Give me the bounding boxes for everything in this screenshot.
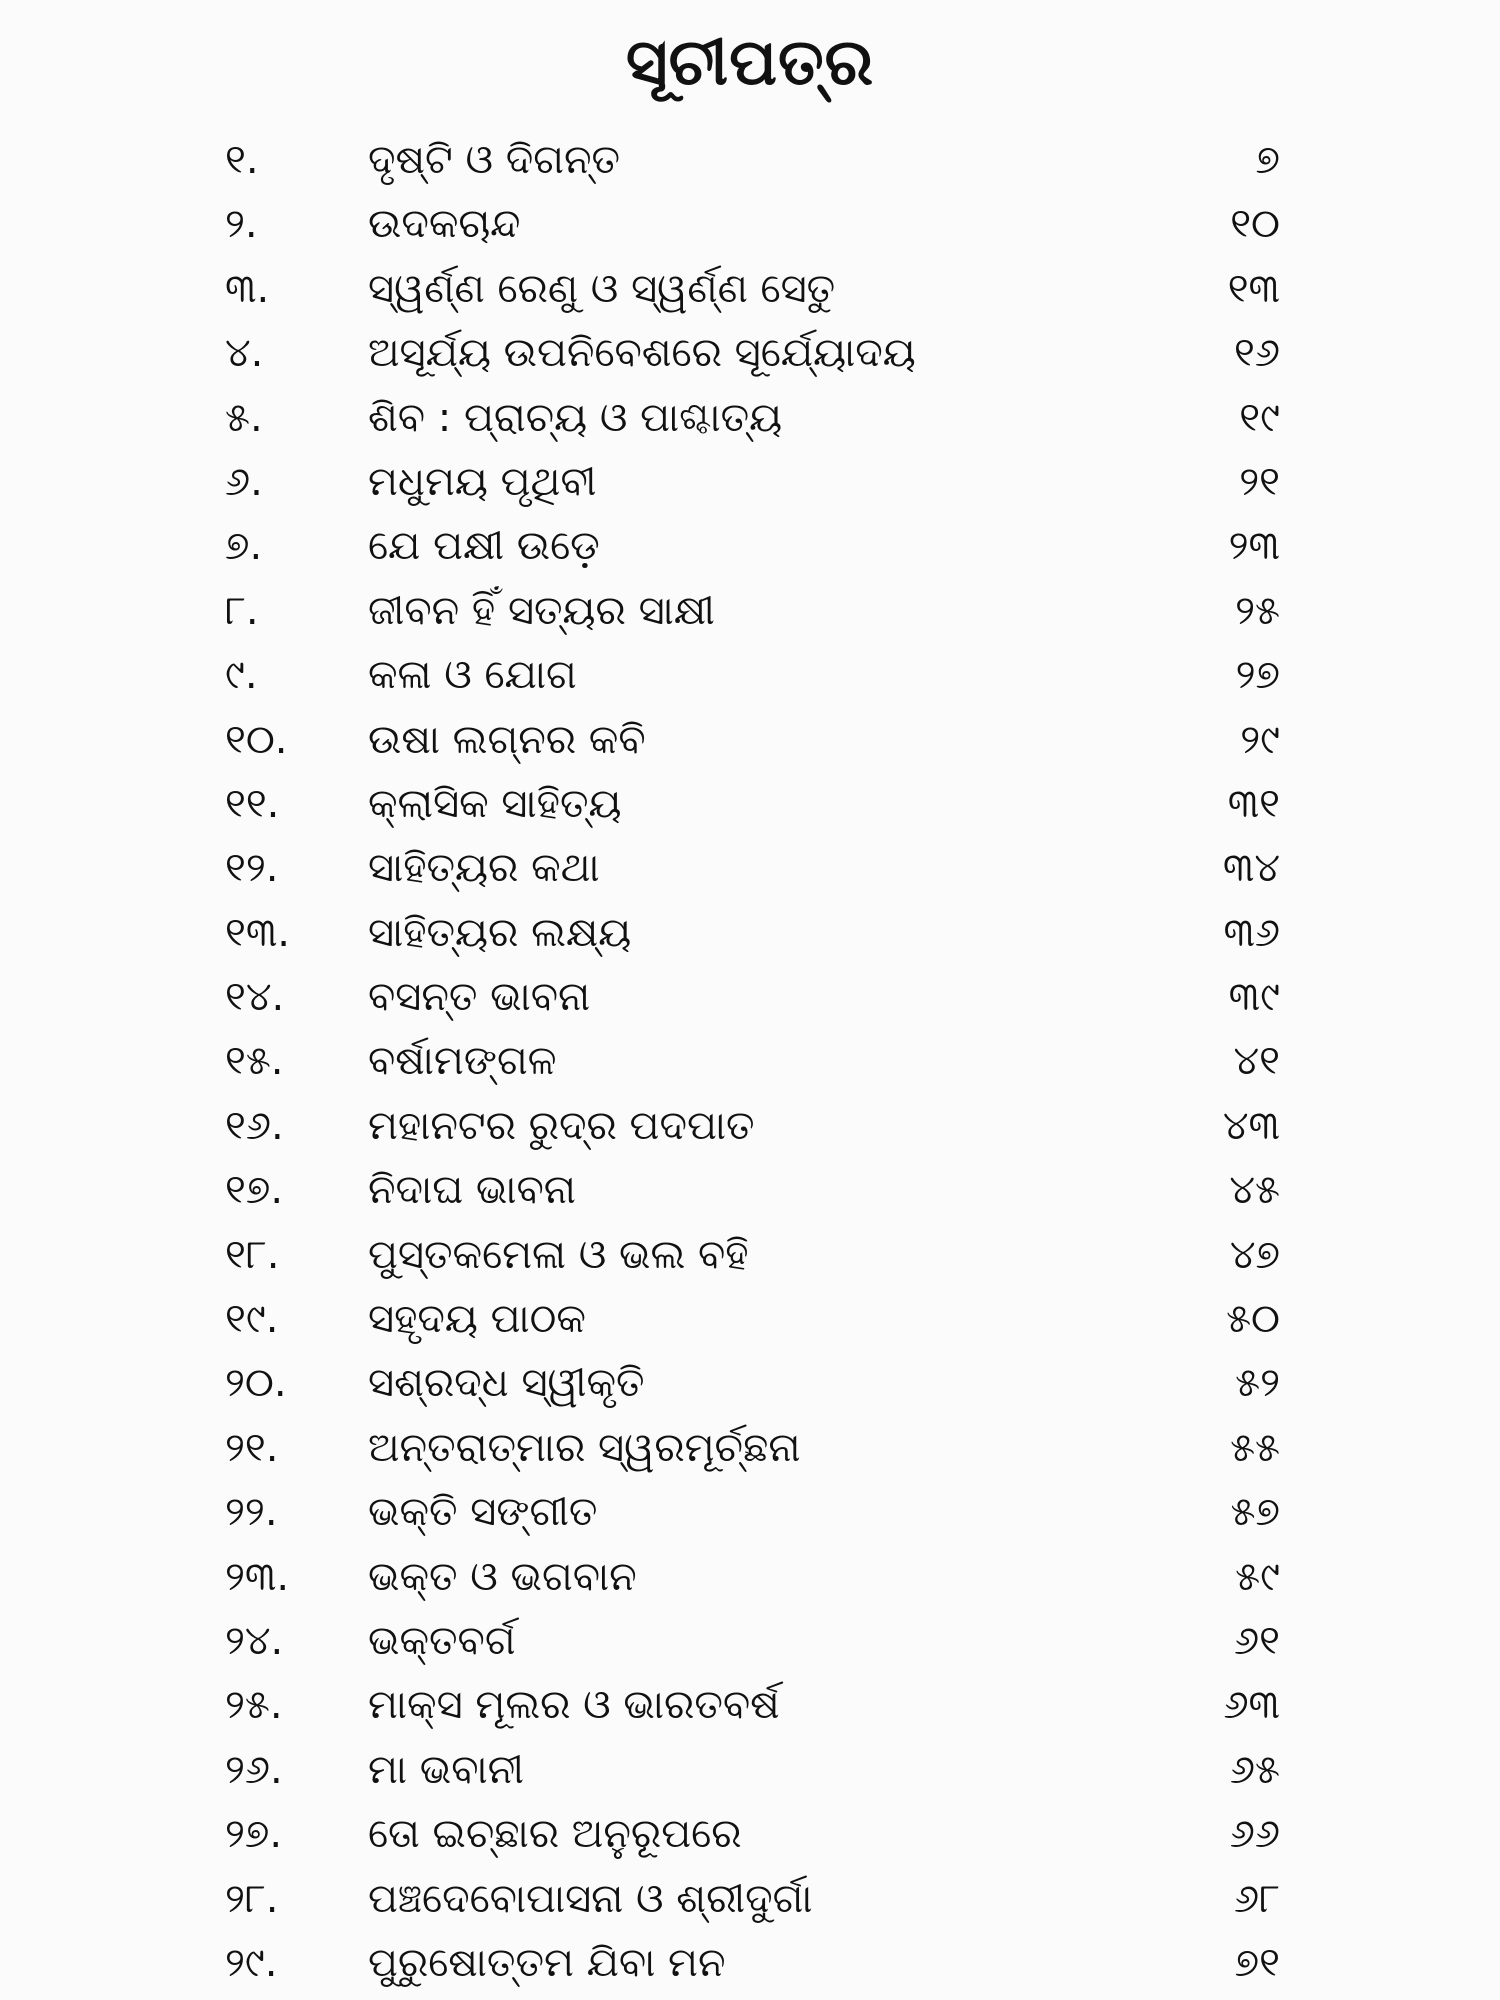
toc-entry-title: ସାହିତ୍ୟର ଲକ୍ଷ୍ୟ xyxy=(368,909,632,956)
page-title: ସୂଚୀପତ୍ର xyxy=(625,26,875,100)
toc-entry-number: ୧୯. xyxy=(225,1296,279,1343)
toc-entry-number: ୨୬. xyxy=(225,1746,283,1793)
toc-entry xyxy=(0,1609,1500,1673)
toc-entry xyxy=(0,708,1500,772)
toc-entry-title: ପଞ୍ଚଦେବୋପାସନା ଓ ଶ୍ରୀଦୁର୍ଗା xyxy=(368,1875,813,1922)
toc-entry xyxy=(0,1802,1500,1866)
toc-entry-page: ୬୧ xyxy=(1234,1617,1280,1664)
toc-entry-page: ୫୭ xyxy=(1230,1489,1280,1536)
toc-entry xyxy=(0,1223,1500,1287)
toc-entry-title: ଉଷା ଲଗ୍ନର କବି xyxy=(368,716,646,763)
toc-entry xyxy=(0,450,1500,514)
toc-entry-page: ୧୩ xyxy=(1227,265,1280,312)
toc-entry xyxy=(0,1029,1500,1093)
toc-entry xyxy=(0,514,1500,578)
toc-entry xyxy=(0,1931,1500,1995)
toc-entry-page: ୪୫ xyxy=(1229,1167,1280,1214)
toc-entry-number: ୭. xyxy=(225,523,263,570)
toc-entry-title: ମଧୁମୟ ପୃଥିବୀ xyxy=(368,458,597,505)
toc-entry-title: ସାହିତ୍ୟର କଥା xyxy=(368,845,600,892)
toc-entry-page: ୫୫ xyxy=(1230,1424,1280,1471)
toc-entry-number: ୨୩. xyxy=(225,1553,290,1600)
toc-entry-page: ୨୧ xyxy=(1239,458,1280,505)
toc-entry xyxy=(0,1545,1500,1609)
toc-entry xyxy=(0,1416,1500,1480)
toc-entry xyxy=(0,1480,1500,1544)
toc-entry-page: ୩୧ xyxy=(1227,780,1280,827)
toc-entry xyxy=(0,321,1500,385)
table-of-contents xyxy=(0,128,1500,1995)
toc-entry-page: ୧୦ xyxy=(1230,201,1280,248)
toc-entry-page: ୪୩ xyxy=(1222,1102,1280,1149)
toc-entry xyxy=(0,1351,1500,1415)
toc-entry-title: ବର୍ଷାମଙ୍ଗଳ xyxy=(368,1038,557,1085)
toc-entry-number: ୧୭. xyxy=(225,1167,284,1214)
toc-entry xyxy=(0,1287,1500,1351)
toc-entry-page: ୧୯ xyxy=(1239,394,1280,441)
toc-entry-page: ୫୨ xyxy=(1235,1360,1280,1407)
toc-entry-page: ୨୯ xyxy=(1240,716,1280,763)
toc-entry-page: ୨୭ xyxy=(1235,652,1280,699)
toc-entry xyxy=(0,1673,1500,1737)
toc-entry-page: ୩୬ xyxy=(1223,909,1280,956)
toc-entry xyxy=(0,901,1500,965)
toc-entry-page: ୩୯ xyxy=(1228,974,1280,1021)
toc-entry-number: ୨୦. xyxy=(225,1360,287,1407)
toc-entry-page: ୬୩ xyxy=(1223,1682,1280,1729)
toc-entry-number: ୧୮. xyxy=(225,1231,280,1278)
toc-entry-title: ପୁରୁଷୋତ୍ତମ ଯିବା ମନ xyxy=(368,1939,726,1986)
toc-entry-number: ୧୧. xyxy=(225,780,280,827)
toc-entry-title: ମହାନଟର ରୁଦ୍ର ପଦପାତ xyxy=(368,1102,755,1149)
toc-entry-title: ପୁସ୍ତକମେଳା ଓ ଭଲ ବହି xyxy=(368,1231,749,1278)
toc-entry-page: ୭୧ xyxy=(1234,1939,1280,1986)
toc-entry xyxy=(0,192,1500,256)
toc-entry-title: ଅନ୍ତରାତ୍ମାର ସ୍ୱରମୂର୍ଚ୍ଛନା xyxy=(368,1424,801,1471)
toc-entry-number: ୧୬. xyxy=(225,1102,284,1149)
toc-entry-title: ନିଦାଘ ଭାବନା xyxy=(368,1167,576,1214)
toc-entry-title: ଯେ ପକ୍ଷୀ ଉଡ଼େ xyxy=(368,523,600,570)
toc-entry-title: ଅସୂର୍ଯ୍ୟ ଉପନିବେଶରେ ସୂର୍ଯ୍ୟୋଦୟ xyxy=(368,330,916,377)
toc-entry-number: ୫. xyxy=(225,394,263,441)
toc-entry-title: ଜୀବନ ହିଁ ସତ୍ୟର ସାକ୍ଷୀ xyxy=(368,587,715,634)
toc-entry-number: ୧୩. xyxy=(225,909,290,956)
toc-entry-number: ୨୪. xyxy=(225,1617,284,1664)
toc-entry-number: ୪. xyxy=(225,330,264,377)
toc-entry-page: ୧୬ xyxy=(1234,330,1280,377)
toc-entry-number: ୨୫. xyxy=(225,1682,283,1729)
toc-entry-page: ୫୦ xyxy=(1226,1296,1280,1343)
toc-entry-page: ୨୫ xyxy=(1235,587,1280,634)
toc-entry-number: ୨. xyxy=(225,201,258,248)
toc-entry xyxy=(0,772,1500,836)
toc-entry-number: ୨୮. xyxy=(225,1875,279,1922)
toc-entry-page: ୪୭ xyxy=(1229,1231,1280,1278)
toc-entry xyxy=(0,965,1500,1029)
toc-entry-title: ସଶ୍ରଦ୍ଧ ସ୍ୱୀକୃତି xyxy=(368,1360,645,1407)
toc-entry-number: ୩. xyxy=(225,265,270,312)
toc-entry-number: ୯. xyxy=(225,652,258,699)
toc-entry xyxy=(0,1867,1500,1931)
toc-entry-title: ଭକ୍ତ ଓ ଭଗବାନ xyxy=(368,1553,637,1600)
toc-entry-title: ତୋ ଇଚ୍ଛାର ଅନୁରୂପରେ xyxy=(368,1811,742,1858)
toc-entry-title: ମା ଭବାନୀ xyxy=(368,1746,524,1793)
toc-entry-page: ୬୫ xyxy=(1229,1746,1280,1793)
toc-entry xyxy=(0,836,1500,900)
toc-entry-page: ୫୯ xyxy=(1235,1553,1280,1600)
toc-entry-page: ୩୪ xyxy=(1222,845,1280,892)
toc-entry-number: ୧୦. xyxy=(225,716,288,763)
toc-entry-title: କଳା ଓ ଯୋଗ xyxy=(368,652,577,699)
toc-entry-title: ଶିବ : ପ୍ରାଚ୍ୟ ଓ ପାଶ୍ଚାତ୍ୟ xyxy=(368,394,783,441)
toc-entry xyxy=(0,1738,1500,1802)
toc-entry-page: ୬୮ xyxy=(1234,1875,1280,1922)
toc-entry-title: ସହୃଦୟ ପାଠକ xyxy=(368,1296,586,1343)
toc-entry-number: ୧୫. xyxy=(225,1038,284,1085)
toc-entry xyxy=(0,257,1500,321)
toc-entry-title: ଭକ୍ତି ସଙ୍ଗୀତ xyxy=(368,1489,598,1536)
toc-entry-number: ୮. xyxy=(225,587,259,634)
toc-entry-title: ଭକ୍ତବର୍ଗ xyxy=(368,1617,516,1664)
toc-entry xyxy=(0,128,1500,192)
toc-entry-page: ୪୧ xyxy=(1233,1038,1280,1085)
toc-entry-page: ୨୩ xyxy=(1228,523,1280,570)
toc-entry-page: ୬୬ xyxy=(1229,1811,1280,1858)
toc-entry-number: ୧୪. xyxy=(225,974,285,1021)
toc-entry xyxy=(0,643,1500,707)
toc-entry-number: ୨୯. xyxy=(225,1939,278,1986)
toc-entry-number: ୨୧. xyxy=(225,1424,279,1471)
toc-entry xyxy=(0,1094,1500,1158)
toc-entry xyxy=(0,579,1500,643)
toc-entry-title: କ୍ଲାସିକ ସାହିତ୍ୟ xyxy=(368,780,622,827)
toc-entry-title: ବସନ୍ତ ଭାବନା xyxy=(368,974,591,1021)
toc-entry-title: ସ୍ୱର୍ଣ୍ଣ ରେଣୁ ଓ ସ୍ୱର୍ଣ୍ଣ ସେତୁ xyxy=(368,265,836,312)
toc-entry-number: ୬. xyxy=(225,458,263,505)
toc-entry-title: ଉଦକଚାନ୍ଦ xyxy=(368,201,521,248)
toc-entry-title: ମାକ୍ସ ମୂଲର ଓ ଭାରତବର୍ଷ xyxy=(368,1682,780,1729)
toc-entry-number: ୨୨. xyxy=(225,1489,278,1536)
toc-entry-page: ୭ xyxy=(1255,137,1280,183)
toc-entry-number: ୧. xyxy=(225,137,259,183)
toc-entry-title: ଦୃଷ୍ଟି ଓ ଦିଗନ୍ତ xyxy=(368,137,621,183)
toc-entry xyxy=(0,386,1500,450)
toc-entry xyxy=(0,1158,1500,1222)
toc-entry-number: ୧୨. xyxy=(225,845,279,892)
toc-entry-number: ୨୭. xyxy=(225,1811,283,1858)
